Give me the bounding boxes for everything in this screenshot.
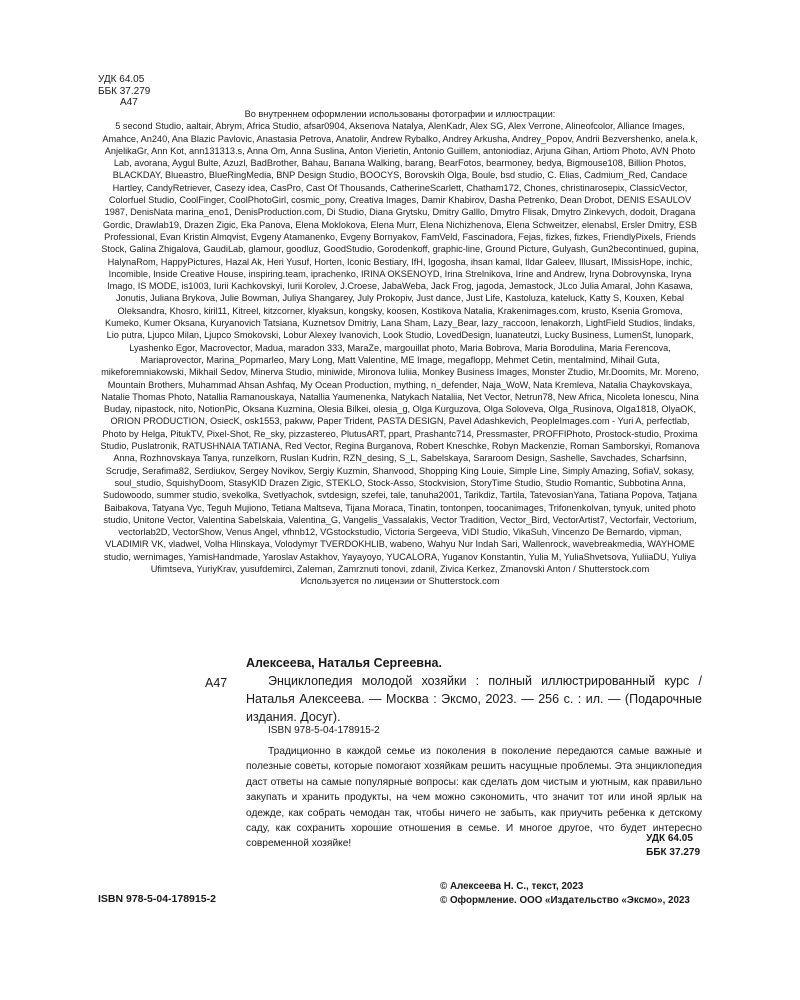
catalog-isbn: ISBN 978-5-04-178915-2: [268, 725, 380, 736]
catalog-bbk: ББК 37.279: [646, 847, 700, 858]
catalog-annotation: Традиционно в каждой семье из поколения в поколение передаются самые важные и полезные советы, которые помогают хозяйкам решить насущные проблемы. Эта энциклопедия даст ответы на самые популярные вопросы: как сделать дом чистым и уютным, как правильно закупать и хранить продукты, на чем можно сэкономить, что значит тот или иной ярлык на одежде, как собрать чемодан так, чтобы ничего не забыть, как приучить ребенка к детскому саду, как сохранить хорошие отношения в семье. И многое другое, что будет интересно современной хозяйке!: [246, 746, 702, 850]
copyright-design: © Оформление. ООО «Издательство «Эксмо», 2023: [440, 895, 690, 906]
catalog-code: А47: [205, 676, 228, 690]
credits-license: Используется по лицензии от Shutterstock.com: [300, 576, 500, 587]
bbk-code: ББК 37.279: [98, 85, 151, 97]
footer-isbn: ISBN 978-5-04-178915-2: [98, 893, 216, 905]
udk-code: УДК 64.05: [98, 74, 145, 85]
catalog-description: Энциклопедия молодой хозяйки : полный иллюстрированный курс / Наталья Алексеева. — Москва : Эксмо, 2023. — 256 с. : ил. — (Подарочные издания. Досуг).: [246, 674, 702, 724]
catalog-udk: УДК 64.05: [646, 833, 693, 844]
catalog-author: Алексеева, Наталья Сергеевна.: [246, 656, 442, 670]
top-classification: [98, 74, 150, 109]
copyright-block: [440, 880, 690, 908]
image-credits: [100, 108, 700, 588]
author-sign-code: А47: [120, 97, 138, 108]
catalog-classification: [646, 832, 700, 860]
credits-list: 5 second Studio, aaltair, Abrym, Africa Studio, afsar0904, Aksenova Natalya, AlenKadr, Alex SG, Alex Verrone, Alineofcolor, Alliance Images, Amahce, An240, Ana Blazic Pavlovic, Anastasia Petrova, Anatolir, Andrew Rybalko, Andrey Arkusha, Andrey_Popov, Andrii Bezvershenko, anela.k, AnjelikaGr, Ann Kot, ann131313.s, Anna Om, Anna Suslina, Anton Vierietin, Antonio Guillem, antoniodiaz, Arjuna Gihan, Artiom Photo, AVN Photo Lab, avorana, Aygul Bulte, Azuzl, BadBrother, Bahau, Banana Walking, barang, BearFotos, bearmoney, bedya, Bigmouse108, Billion Photos, BLACKDAY, Blueastro, BlueRingMedia, BNP Design Studio, BOOCYS, Borovskih Olga, Boule, bsd studio, C. Elias, Cadmium_Red, Candace Hartley, CandyRetriever, Casezy idea, CasPro, Cast Of Thousands, CatherineScarlett, Chatham172, Chones, christinarosepix, ClassicVector, Colorfuel Studio, CoolFinger, CoolPhotoGirl, cosmic_pony, Creativa Images, Damir Khabirov, Dasha Petrenko, Dean Drobot, DENIS ESAULOV 1987, DenisNata marina_eno1, DenisProduction.com, Di Studio, Diana Grytsku, Dmitry Galllo, Dmytro Flisak, Dmytro Zinkevych, dodoit, Dragana Gordic, Drawlab19, Drazen Zigic, Eka Panova, Elena Moklokova, Elena Murr, Elena Nichizhenova, Elena Schweitzer, elenabsl, Ersler Dmitry, ESB Professional, Evan Kristin Almqvist, Evgeny Atamanenko, Evgeny Bornyakov, FamVeld, Fascinadora, Fejas, fizkes, fizkes, FriendlyPixels, Friends Stock, Galina Zhigalova, GaudiLab, glamour, goodluz, GoodStudio, Gorodenkoff, graphic-line, Ground Picture, Gulyash, Gun2becontinued, gupina, HalynaRom, HappyPictures, Hazal Ak, Heri Yusuf, Horten, Iconic Bestiary, IfH, Igogosha, ihsan kamal, Ildar Galeev, Illusart, IMissisHope, inchic, Incomible, Inside Creative House, inspiring.team, iprachenko, IRINA OKSENOYD, Irina Strelnikova, Irine and Andrew, Iryna Dobrovynska, Iryna Imago, IS MODE, is1003, Iurii Kachkovskyi, Iurii Korolev, J.Croese, JabaWeba, Jack Frog, jagoda, Jemastock, JLco Julia Amaral, John Kasawa, Jonutis, Juliana Brykova, Julie Bowman, Juliya Shangarey, July Prokopiv, Just dance, Just Life, Kastoluza, kateluck, Katty S, Kouxen, Kebal Oleksandra, Khosro, kiril11, Kitreel, kitzcorner, klyaksun, kongsky, koosen, Kostikova Natalia, Krakenimages.com, krusto, Ksenia Gromova, Kumeko, Kumer Oksana, Kuryanovich Tatsiana, Kuznetsov Dmitriy, Lana Sham, Lazy_Bear, lazy_raccoon, lenakorzh, LightField Studios, lindaks, Lio putra, Ljupco Milan, Ljupco Smokovski, Lobur Alexey Ivanovich, Look Studio, LovedDesign, luanateutzi, Lucky Business, LumenSt, lunopark, Lyashenko Egor, Macrovector, Madua, maradon 333, MaraZe, margouillat photo, Maria Bobrova, Maria Borodulina, Maria Ferencova, Mariaprovector, Marina_Popmarleo, Mary Long, Matt Valentine, ME Image, megaflopp, Mehmet Cetin, mentalmind, Mihail Guta, mikeforemniakowski, Mikhail Sedov, Minerva Studio, miniwide, Mironova Iuliia, Monkey Business Images, Monster Ztudio, Mr.Doomits, Mr. Moreno, Mountain Brothers, Muhammad Ahsan Ashfaq, My Ocean Production, mything, n_defender, Naja_WoW, Nata Kremleva, Natalia Chaykovskaya, Natalie Thomas Photo, Natallia Ramanouskaya, Natallia Yaumenenka, Natykach Nataliia, Net Vector, Netrun78, New Africa, Nicoleta Ionescu, Nina Buday, nipastock, nito, NotionPic, Oksana Kuzmina, Olesia Bilkei, olesia_g, Olga Kurguzova, Olga Soloveva, Olga_Rusinova, Olga1818, OlyaOK, ORION PRODUCTION, OsiecK, osk1553, pakww, Paper Trident, PASTA DESIGN, Pavel Adashkevich, PeopleImages.com - Yuri A, perfectlab, Photo by Helga, PitukTV, Pixel-Shot, Re_sky, pizzastereo, PlutusART, ppart, Prashantc714, Pressmaster, PROFFIPhoto, Prostock-studio, Proxima Studio, Puslatronik, RATUSHNAIA TATIANA, Red Vector, Regina Burganova, Robert Kneschke, Robyn Mackenzie, Roman Samborskyi, Romanova Anna, Rozhnovskaya Tanya, runzelkorn, Ruslan Kudrin, RZN_desing, S_L, Sabelskaya, Sararoom Design, Sashelle, Savchades, Scharfsinn, Scrudje, Serafima82, Serdiukov, Sergey Novikov, Sergiy Kuzmin, Shanvood, Shopping King Louie, Simple Line, Simply Amazing, SofiaV, sokasy, soul_studio, SquishyDoom, StasyKID Drazen Zigic, STEKLO, Stock-Asso, Stockvision, StoryTime Studio, Studio Romantic, Subbotina Anna, Sudowoodo, summer studio, svekolka, Svetlyachok, svtdesign, szefei, tale, tanuha2001, Tarikdiz, Tartila, TatevosianYana, Tatiana Popova, Tatjana Baibakova, Tatyana Vyc, Teguh Mujiono, Tetiana Maltseva, Tijana Moraca, Tinatin, tontonpen, toocanimages, Trifonenkolvan, tynyuk, united photo studio, Unitone Vector, Valentina Sabelskaia, Valentina_G, Vangelis_Vassalakis, Vector Tradition, Vector_Bird, VectorArtist7, Vectorfair, Vectorium, vectorlab2D, VectorShow, Venus Angel, vfhnb12, VGstockstudio, Victoria Sergeeva, ViDI Studio, VikaSuh, Vincenzo De Bernardo, vipman, VLADIMIR VK, vladwel, Volha Hlinskaya, Volodymyr TVERDOKHLIB, wabeno, Wahyu Nur Indah Sari, Wallenrock, wavebreakmedia, WAYHOME studio, wernimages, YamisHandmade, Yaroslav Astakhov, Yayayoyo, YUCALORA, Yuganov Konstantin, Yulia M, YuliaShvetsova, YuliiaDU, Yuliya Ufimtseva, YuriyKrav, yusufdemirci, Zaleman, Zamrznuti tonovi, zdanil, Zivica Kerkez, Zmanovski Anton / Shutterstock.com: [100, 121, 700, 574]
credits-intro: Во внутреннем оформлении использованы фотографии и иллюстрации:: [244, 109, 556, 119]
copyright-text: © Алексеева Н. С., текст, 2023: [440, 881, 584, 892]
